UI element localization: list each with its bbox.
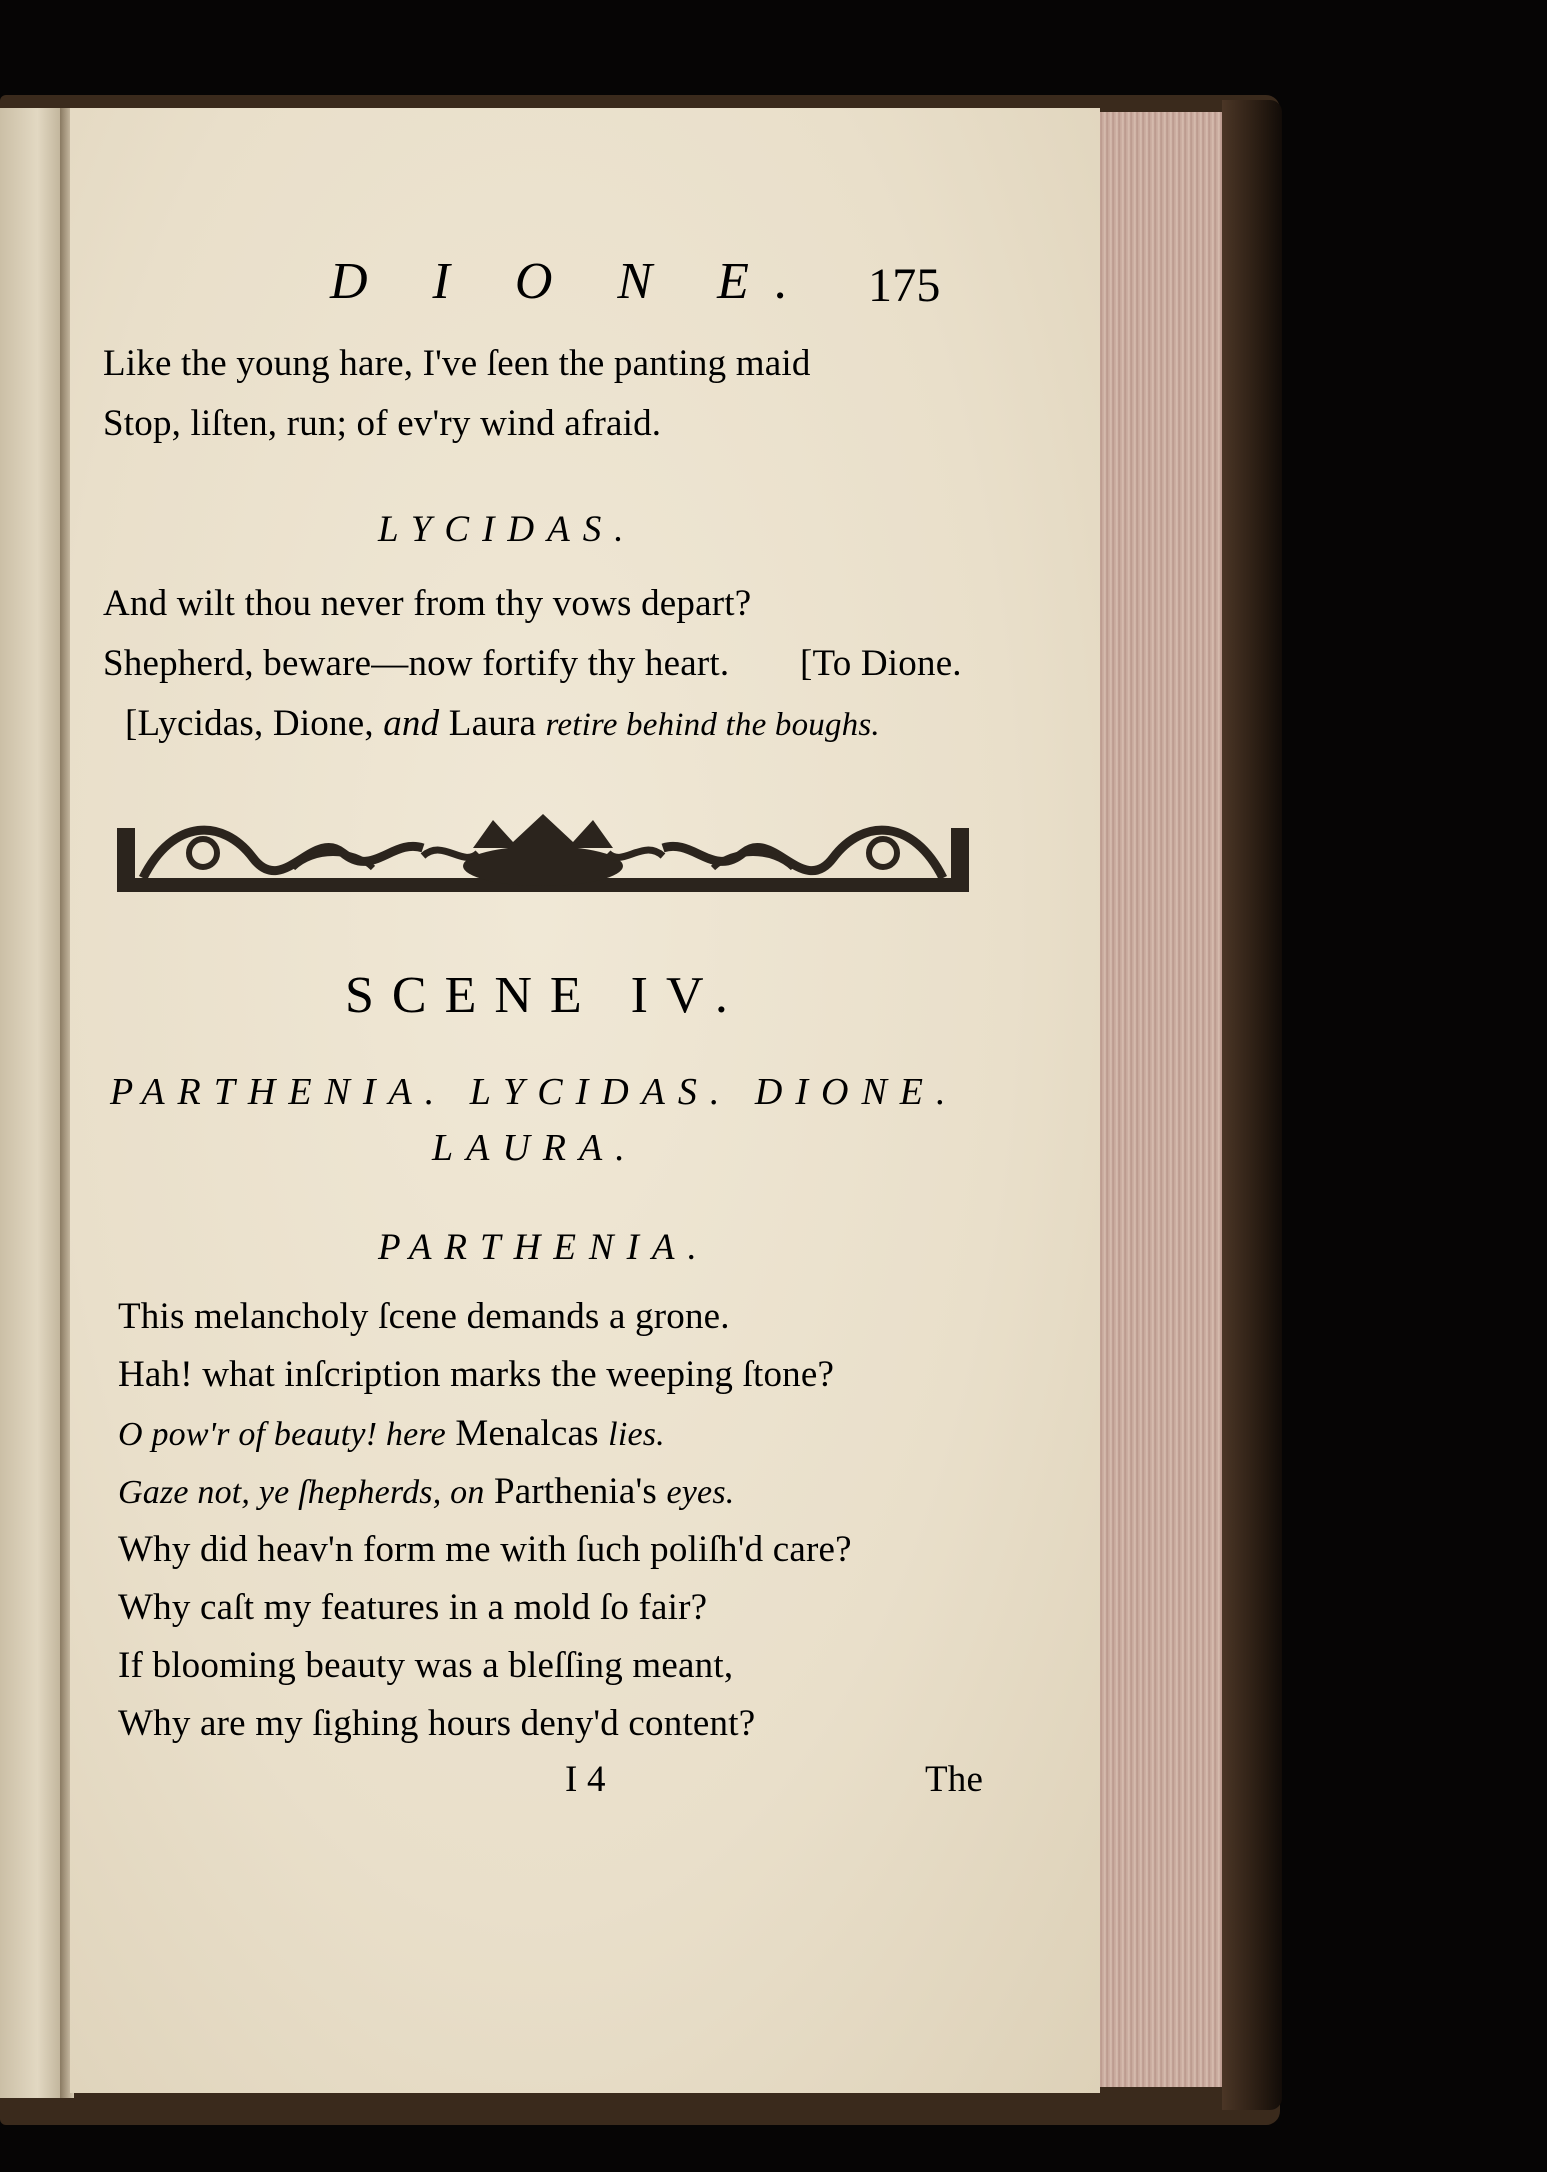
catchword: The bbox=[925, 1759, 984, 1800]
inscription-line bbox=[118, 1470, 734, 1513]
speaker-name: LYCIDAS. bbox=[378, 509, 637, 550]
stage-direction-part: retire behind the boughs. bbox=[545, 707, 880, 743]
inscription-part: O pow'r of beauty! here bbox=[118, 1416, 446, 1453]
inscription-part: Menalcas bbox=[455, 1413, 599, 1454]
inscription-line bbox=[118, 1412, 665, 1455]
verse-line: Why caſt my features in a mold ſo fair? bbox=[118, 1587, 708, 1628]
stage-direction-part: [Lycidas, Dione, bbox=[125, 703, 374, 744]
verse-line: Shepherd, beware—now fortify thy heart. bbox=[103, 643, 730, 684]
character-list: PARTHENIA. LYCIDAS. DIONE. bbox=[110, 1071, 959, 1113]
running-head-title: D I O N E. bbox=[330, 253, 814, 310]
inscription-part: Gaze not, ye ſhepherds, on bbox=[118, 1474, 485, 1511]
verse-line: If blooming beauty was a bleſſing meant, bbox=[118, 1645, 734, 1686]
stage-direction-part: Laura bbox=[448, 703, 537, 744]
inscription-part: eyes. bbox=[666, 1474, 735, 1511]
facing-page-edge bbox=[0, 108, 68, 2098]
inscription-part: Parthenia's bbox=[494, 1471, 657, 1512]
decorative-ornament-icon bbox=[113, 808, 973, 908]
stage-direction-part: and bbox=[383, 703, 440, 744]
verse-line: Why are my ſighing hours deny'd content? bbox=[118, 1703, 756, 1744]
character-list: LAURA. bbox=[432, 1127, 638, 1169]
verse-line: Why did heav'n form me with ſuch poliſh'd care? bbox=[118, 1529, 852, 1570]
stage-direction bbox=[125, 702, 880, 745]
verse-line: This melancholy ſcene demands a grone. bbox=[118, 1296, 730, 1337]
verse-line: Hah! what inſcription marks the weeping ſtone? bbox=[118, 1354, 835, 1395]
verse-line: Stop, liſten, run; of ev'ry wind afraid. bbox=[103, 403, 662, 444]
signature-mark: I 4 bbox=[565, 1759, 606, 1800]
verse-line: Like the young hare, I've ſeen the panting maid bbox=[103, 343, 811, 384]
book-cover-edge bbox=[1222, 100, 1282, 2110]
stage-direction-text: [To Dione. bbox=[800, 643, 962, 684]
page-edges bbox=[1095, 112, 1227, 2087]
verse-line: And wilt thou never from thy vows depart? bbox=[103, 583, 752, 624]
page-number: 175 bbox=[868, 259, 941, 312]
stage-direction bbox=[800, 642, 962, 685]
scene-heading: SCENE IV. bbox=[345, 967, 746, 1024]
inscription-part: lies. bbox=[608, 1416, 665, 1453]
speaker-name: PARTHENIA. bbox=[378, 1227, 710, 1268]
